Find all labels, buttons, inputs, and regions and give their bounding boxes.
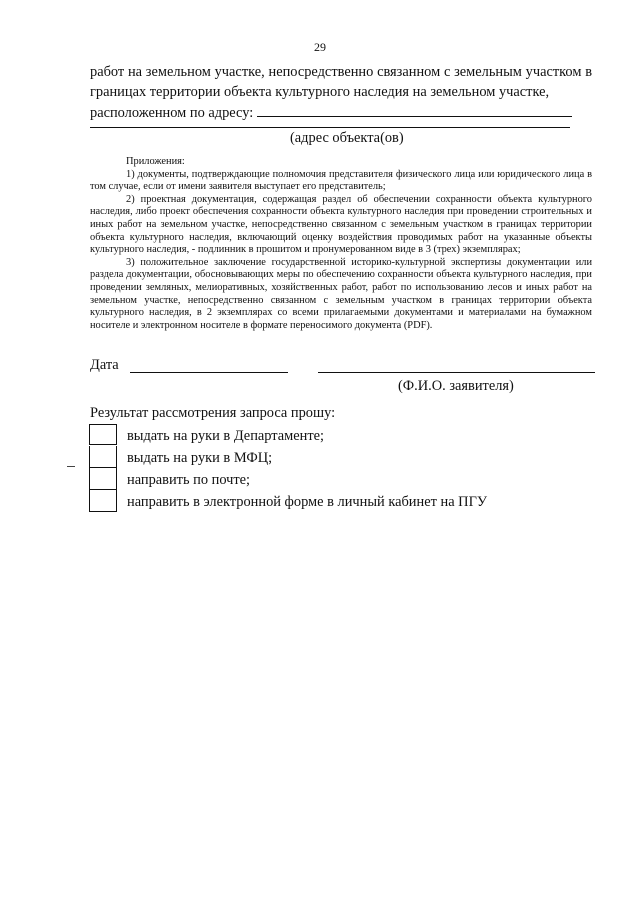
checkbox-mfc[interactable]	[89, 446, 117, 468]
checkbox-electronic[interactable]	[89, 490, 117, 512]
attachments-section	[90, 156, 592, 332]
address-caption: (адрес объекта(ов)	[290, 130, 404, 146]
intro-paragraph	[90, 63, 592, 124]
intro-address-label: расположенном по адресу:	[90, 105, 254, 121]
intro-line-1: работ на земельном участке, непосредственно связанном с земельным участком в	[90, 64, 592, 80]
delivery-options	[89, 424, 589, 512]
option-label: выдать на руки в Департаменте;	[127, 428, 325, 444]
page-number: 29	[314, 40, 326, 54]
attachments-heading: Приложения:	[126, 156, 185, 167]
address-fill-line-2[interactable]	[90, 127, 570, 128]
attachment-item-3: 3) положительное заключение государственной историко-культурной экспертизы документации или раздела документации, обосновывающих меры по обеспечению сохранности объекта культурного наследия, при проведении земляных, мелиоративных, хозяйственных работ, работ по использованию лесов и иных работ на земельном участке, непосредственно связанном с земельным участком в границах территории объекта культурного наследия, в 2 экземплярах со всеми прилагаемыми документами и материалами на бумажном носителе и электронном носителе в формате переносимого документа (PDF).	[90, 256, 592, 331]
attachment-item-2: 2) проектная документация, содержащая раздел об обеспечении сохранности объекта культурного наследия, либо проект обеспечения сохранности объекта культурного наследия при проведении строительных и иных работ на земельном участке, непосредственно связанном с земельным участком в границах территории объекта культурного наследия, включающий оценку воздействия проводимых работ на указанные объекты культурного наследия, - подлинник в прошитом и пронумерованном виде в 3 (трех) экземплярах;	[90, 193, 592, 256]
option-post[interactable]	[89, 468, 589, 490]
attachment-item-1: 1) документы, подтверждающие полномочия представителя физического лица или юридического лица в том случае, если от имени заявителя выступает его представитель;	[90, 168, 592, 193]
option-label: выдать на руки в МФЦ;	[127, 450, 273, 466]
date-fill-line[interactable]	[130, 372, 288, 373]
intro-line-2: границах территории объекта культурного наследия на земельном участке,	[90, 83, 550, 100]
result-heading: Результат рассмотрения запроса прошу:	[90, 405, 336, 421]
signature-caption: (Ф.И.О. заявителя)	[398, 378, 514, 394]
date-signature-row	[90, 357, 595, 377]
margin-mark	[67, 466, 75, 467]
address-fill-line[interactable]	[257, 102, 572, 117]
option-mfc[interactable]	[89, 446, 589, 468]
intro-last-line	[90, 102, 592, 124]
checkbox-department[interactable]	[89, 424, 117, 445]
option-department[interactable]	[89, 424, 589, 446]
signature-fill-line[interactable]	[318, 372, 595, 373]
option-electronic[interactable]	[89, 490, 589, 512]
checkbox-post[interactable]	[89, 468, 117, 490]
option-label: направить по почте;	[127, 472, 251, 488]
option-label: направить в электронной форме в личный кабинет на ПГУ	[127, 494, 488, 510]
date-label: Дата	[90, 357, 119, 373]
